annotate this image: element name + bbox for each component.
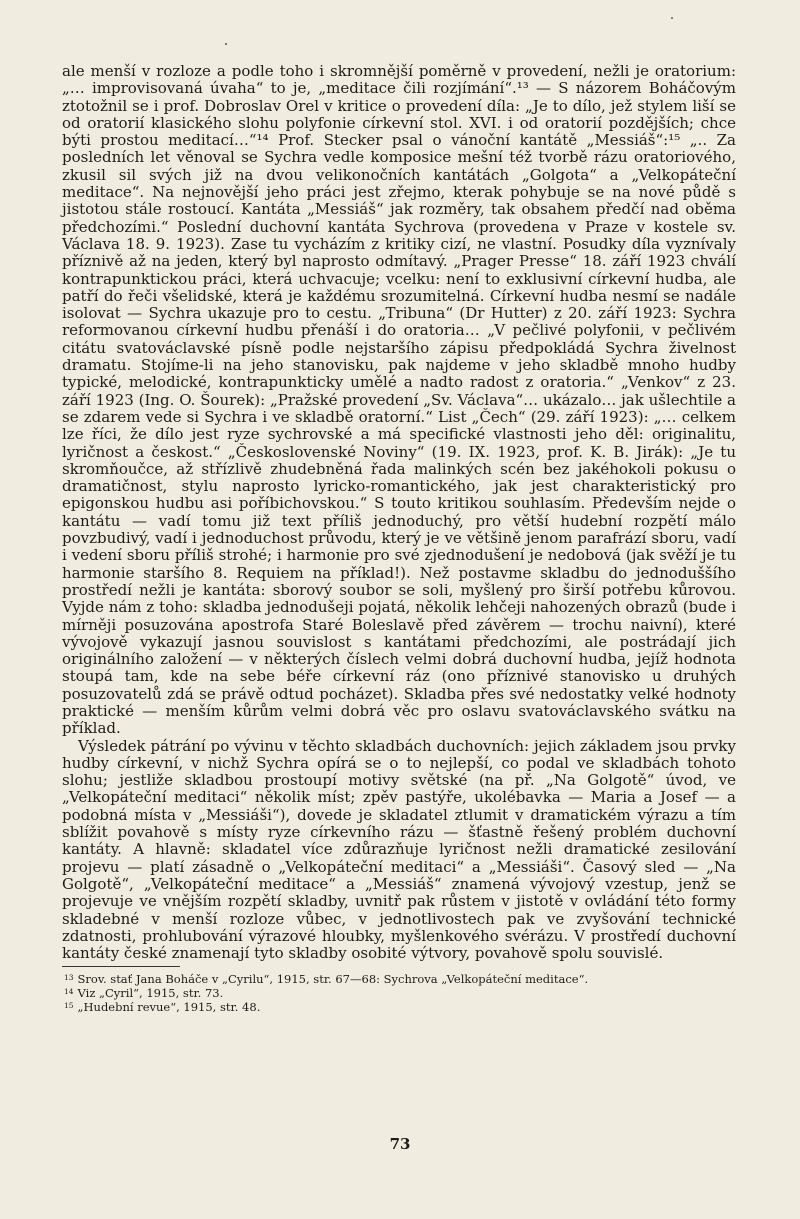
footnote-15 bbox=[64, 1000, 760, 1014]
footnote-13 bbox=[64, 972, 760, 986]
page-number: 73 bbox=[389, 1135, 411, 1153]
footnote-mark: 14 bbox=[64, 987, 74, 997]
body-text bbox=[62, 63, 736, 962]
footnote-rule bbox=[62, 966, 180, 967]
footnotes bbox=[62, 972, 760, 1014]
footnote-14 bbox=[64, 986, 760, 1000]
footnote-mark: 15 bbox=[64, 1001, 74, 1011]
paragraph-1: ale menší v rozloze a podle toho i skromnější poměrně v provedení, nežli je oratorium: „… improvisovaná úvaha“ to je, „meditace čili rozjímání“.¹³ — S názorem Boháčovým ztotožnil se i prof. Dobroslav Orel v kritice o provedení díla: „Je to dílo, jež stylem liší se od oratorií klasického slohu polyfonie církevní stol. XVI. i od oratorií pozdějších; chce býti prostou meditací…“¹⁴ Prof. Stecker psal o vánoční kantátě „Messiáš“:¹⁵ „.. Za posledních let věnoval se Sychra vedle komposice mešní též tvorbě rázu oratoriového, zkusil sil svých již na dvou velikonočních kantátách „Golgota“ a „Velkopáteční meditace“. Na nejnovější jeho práci jest zřejmo, kterak pohybuje se na nové půdě s jistotou stále rostoucí. Kantáta „Messiáš“ jak rozměry, tak obsahem předčí nad oběma předchozími.“ Poslední duchovní kantáta Sychrova (provedena v Praze v kostele sv. Václava 18. 9. 1923). Zase tu vycházím z kritiky cizí, ne vlastní. Posudky díla vyznívaly příznivě až na jeden, který byl naprosto odmítavý. „Prager Presse“ 18. září 1923 chválí kontrapunktickou práci, která uchvacuje; vcelku: není to exklusivní církevní hudba, ale patří do řeči všelidské, která je každému srozumitelná. Církevní hudba nesmí se nadále isolovat — Sychra ukazuje pro to cestu. „Tribuna“ (Dr Hutter) z 20. září 1923: Sychra reformovanou církevní hudbu přenáší i do oratoria… „V pečlivé polyfonii, v pečlivém citátu svatováclavské písně podle nejstaršího zápisu předpokládá Sychra živelnost dramatu. Stojíme-li na jeho stanovisku, pak najdeme v jeho skladbě mnoho hudby typické, melodické, kontrapunkticky umělé a nadto radost z oratoria.“ „Venkov“ z 23. září 1923 (Ing. O. Šourek): „Pražské provedení „Sv. Václava“… ukázalo… jak ušlechtile a se zdarem vede si Sychra i ve skladbě oratorní.“ List „Čech“ (29. září 1923): „… celkem lze říci, že dílo jest ryze sychrovské a má specifické vlastnosti jeho děl: originalitu, lyričnost a českost.“ „Československé Noviny“ (19. IX. 1923, prof. K. B. Jirák): „Je tu skromňoučce, až střízlivě zhudebněná řada malinkých scén bez jakéhokoli pokusu o dramatičnost, stylu naprosto lyricko-romantického, jak jest charakteristický pro epigonskou hudbu asi poříbichovskou.“ S touto kritikou souhlasím. Především nejde o kantátu — vadí tomu již text příliš jednoduchý, pro větší hudební rozpětí málo povzbudivý, vadí i jednoduchost průvodu, který je ve většině jenom parafrází sboru, vadí i vedení sboru příliš strohé; i harmonie pro své zjednodušení je nedobová (jak svěží je tu harmonie staršího 8. Requiem na příklad!). Než postavme skladbu do jednoduššího prostředí nežli je kantáta: sborový soubor se soli, myšlený pro širší potřebu kůrovou. Vyjde nám z toho: skladba jednodušeji pojatá, několik lehčeji nahozených obrazů (bude i mírněji posuzována apostrofa Staré Boleslavě před závěrem — trochu naivní), které vývojově vykazují jasnou souvislost s kantátami předchozími, ale postrádají jich originálního založení — v některých číslech velmi dobrá duchovní hudba, jejíž hodnota stoupá tam, kde na sebe béře církevní ráz (ono příznivé stanovisko u druhých posuzovatelů zdá se právě odtud pocházet). Skladba přes své nedostatky velké hodnoty praktické — menším kůrům velmi dobrá věc pro oslavu svatováclavského svátku na příklad. bbox=[62, 62, 736, 738]
paragraph-2: Výsledek pátrání po vývinu v těchto skladbách duchovních: jejich základem jsou prvky hudby církevní, v nichž Sychra opírá se o to nejlepší, co podal ve skladbách tohoto slohu; jestliže skladbou prostoupí motivy světské (na př. „Na Golgotě“ úvod, ve „Velkopáteční meditaci“ několik míst; zpěv pastýře, ukolébavka — Maria a Josef — a podobná místa v „Messiáši“), dovede je skladatel ztlumit v dramatickém výrazu a tím sblížit povahově s místy ryze církevního rázu — šťastně řešený problém duchovní kantáty. A hlavně: skladatel více zdůrazňuje lyričnost nežli dramatické zesilování projevu — platí zásadně o „Velkopáteční meditaci“ a „Messiáši“. Časový sled — „Na Golgotě“, „Velkopáteční meditace“ a „Messiáš“ znamená vývojový vzestup, jenž se projevuje ve vnějším rozpětí skladby, uvnitř pak růstem v jistotě v ovládání této formy skladebné v menší rozloze vůbec, v jednotlivostech pak ve zvyšování technické zdatnosti, prohlubování výrazové hloubky, myšlenkového svérázu. V prostředí duchovní kantáty české znamenají tyto skladby osobité výtvory, povahově spolu souvislé. bbox=[62, 736, 736, 963]
footnote-text: „Hudební revue“, 1915, str. 48. bbox=[77, 1000, 261, 1015]
footnote-mark: 13 bbox=[64, 973, 74, 983]
footnote-text: Srov. stať Jana Boháče v „Cyrilu“, 1915, str. 67—68: Sychrova „Velkopáteční meditace“. bbox=[77, 972, 589, 987]
footnote-text: Viz „Cyril“, 1915, str. 73. bbox=[77, 986, 224, 1001]
